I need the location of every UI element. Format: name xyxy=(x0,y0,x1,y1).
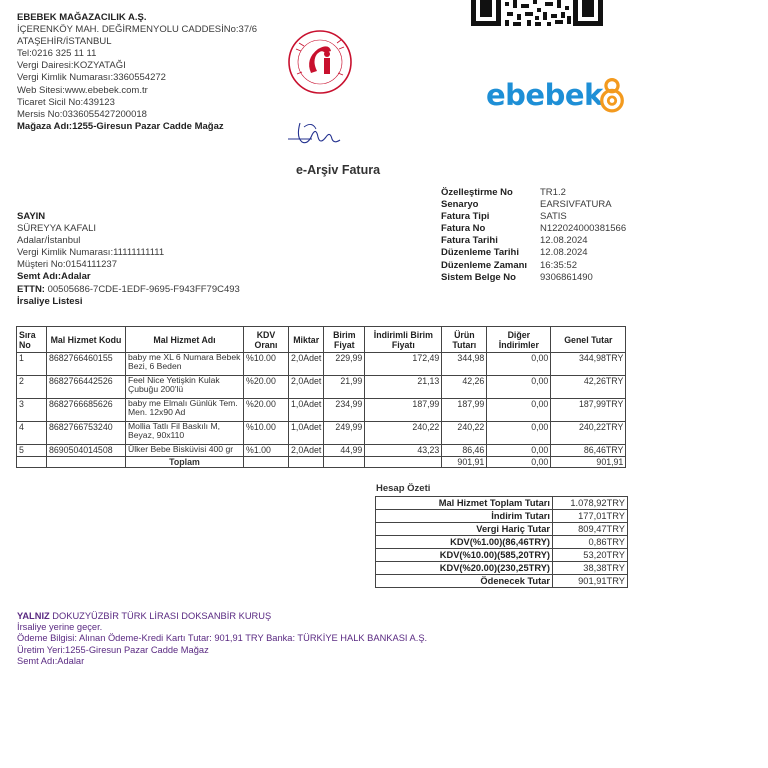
gib-seal-logo xyxy=(287,29,353,95)
meta-row xyxy=(441,235,626,247)
summary-label: KDV(%20.00)(230,25TRY) xyxy=(376,562,553,575)
meta-key: Fatura Tarihi xyxy=(441,235,498,247)
meta-row xyxy=(441,199,626,211)
cell-code: 8682766442526 xyxy=(47,376,126,399)
cell-code: 8690504014508 xyxy=(47,445,126,457)
cell-name: baby me XL 6 Numara Bebek Bezi, 6 Beden xyxy=(126,353,244,376)
column-header: Sıra No xyxy=(17,327,47,353)
column-header: Ürün Tutarı xyxy=(442,327,487,353)
summary-label: Ödenecek Tutar xyxy=(376,575,553,588)
cell-total: 344,98TRY xyxy=(551,353,626,376)
cell-discounted-unit: 240,22 xyxy=(365,422,442,445)
cell-no: 3 xyxy=(17,399,47,422)
cell-unit-price: 249,99 xyxy=(324,422,365,445)
meta-row xyxy=(441,187,626,199)
cell-discounted-unit: 172,49 xyxy=(365,353,442,376)
seller-mersis: Mersis No:0336055427200018 xyxy=(17,108,147,120)
cell-empty xyxy=(289,456,324,468)
column-header: Birim Fiyat xyxy=(324,327,365,353)
cell-total: 240,22TRY xyxy=(551,422,626,445)
seller-tax-number: Vergi Kimlik Numarası:3360554272 xyxy=(17,72,166,84)
cell-unit-price: 44,99 xyxy=(324,445,365,457)
meta-row xyxy=(441,260,626,272)
cell-amount: 86,46 xyxy=(442,445,487,457)
table-row xyxy=(17,376,626,399)
table-total-row xyxy=(17,456,626,468)
meta-value: EARSIVFATURA xyxy=(540,199,612,211)
waybill-list-label: İrsaliye Listesi xyxy=(17,295,83,307)
seller-info xyxy=(17,12,257,133)
cell-unit-price: 234,99 xyxy=(324,399,365,422)
footer-notes xyxy=(17,611,427,667)
meta-key: Sistem Belge No xyxy=(441,271,516,283)
buyer-customer-number: Müşteri No:0154111237 xyxy=(17,259,117,271)
column-header: KDV Oranı xyxy=(244,327,289,353)
seller-address-line1: İÇERENKÖY MAH. DEĞİRMENYOLU CADDESİNo:37/6 xyxy=(17,24,258,36)
seller-tax-office: Vergi Dairesi:KOZYATAĞI xyxy=(17,60,126,72)
column-header: İndirimli Birim Fiyatı xyxy=(365,327,442,353)
meta-value: 12.08.2024 xyxy=(540,235,588,247)
summary-row xyxy=(376,562,628,575)
amount-in-words xyxy=(17,611,427,622)
buyer-heading: SAYIN xyxy=(17,211,46,222)
cell-qty: 1,0Adet xyxy=(289,399,324,422)
summary-row xyxy=(376,575,628,588)
summary-value: 901,91TRY xyxy=(553,575,628,588)
column-header: Miktar xyxy=(289,327,324,353)
cell-code: 8682766685626 xyxy=(47,399,126,422)
brand-wordmark: ebebek xyxy=(486,78,603,112)
cell-discounted-unit: 187,99 xyxy=(365,399,442,422)
summary-value: 53,20TRY xyxy=(553,549,628,562)
buyer-name: SÜREYYA KAFALI xyxy=(17,223,97,235)
column-header: Genel Tutar xyxy=(551,327,626,353)
table-row xyxy=(17,445,626,457)
seller-address-line2: ATAŞEHİR/İSTANBUL xyxy=(17,36,112,48)
cell-qty: 1,0Adet xyxy=(289,422,324,445)
items-table xyxy=(16,326,626,468)
yalniz-label: YALNIZ xyxy=(17,611,50,621)
cell-empty xyxy=(365,456,442,468)
cell-amount: 344,98 xyxy=(442,353,487,376)
summary-row xyxy=(376,549,628,562)
cell-other-discount: 0,00 xyxy=(487,376,551,399)
summary-row xyxy=(376,523,628,536)
cell-qty: 2,0Adet xyxy=(289,376,324,399)
cell-empty xyxy=(324,456,365,468)
seller-trade-registry: Ticaret Sicil No:439123 xyxy=(17,96,115,108)
summary-label: KDV(%10.00)(585,20TRY) xyxy=(376,549,553,562)
cell-name: Mollia Tatlı Fil Baskılı M, Beyaz, 90x110 xyxy=(126,422,244,445)
summary-row xyxy=(376,497,628,510)
cell-other-discount: 0,00 xyxy=(487,445,551,457)
pacifier-icon xyxy=(598,76,626,114)
summary-value: 0,86TRY xyxy=(553,536,628,549)
summary-value: 177,01TRY xyxy=(553,510,628,523)
meta-value: N122024000381566 xyxy=(540,223,627,235)
summary-label: KDV(%1.00)(86,46TRY) xyxy=(376,536,553,549)
table-row xyxy=(17,422,626,445)
cell-kdv: %10.00 xyxy=(244,422,289,445)
invoice-meta xyxy=(441,187,626,284)
seller-store-name: Mağaza Adı:1255-Giresun Pazar Cadde Mağaz xyxy=(17,120,224,132)
table-header-row xyxy=(17,327,626,353)
meta-value: SATIS xyxy=(540,211,567,223)
signature xyxy=(282,117,344,151)
summary-label: İndirim Tutarı xyxy=(376,510,553,523)
meta-value: 9306861490 xyxy=(540,271,593,283)
summary-value: 38,38TRY xyxy=(553,562,628,575)
cell-total: 42,26TRY xyxy=(551,376,626,399)
table-row xyxy=(17,353,626,376)
summary-heading: Hesap Özeti xyxy=(376,483,431,494)
cell-empty xyxy=(17,456,47,468)
cell-qty: 2,0Adet xyxy=(289,353,324,376)
cell-no: 2 xyxy=(17,376,47,399)
buyer-tax-number: Vergi Kimlik Numarası:11111111111 xyxy=(17,247,165,259)
cell-no: 5 xyxy=(17,445,47,457)
cell-name: baby me Elmalı Günlük Tem. Men. 12x90 Ad xyxy=(126,399,244,422)
cell-other-discount: 0,00 xyxy=(487,353,551,376)
total-general: 901,91 xyxy=(551,456,626,468)
cell-amount: 240,22 xyxy=(442,422,487,445)
qr-code xyxy=(471,0,603,28)
ettn-label: ETTN: xyxy=(17,283,45,295)
summary-table xyxy=(375,496,628,588)
ettn-value: 00505686-7CDE-1EDF-9695-F943FF79C493 xyxy=(44,283,240,295)
cell-unit-price: 21,99 xyxy=(324,376,365,399)
cell-name: Feel Nice Yetişkin Kulak Çubuğu 200'lü xyxy=(126,376,244,399)
production-place: Üretim Yeri:1255-Giresun Pazar Cadde Mağaz xyxy=(17,644,209,655)
meta-key: Senaryo xyxy=(441,199,479,211)
seller-website: Web Sitesi:www.ebebek.com.tr xyxy=(17,84,148,96)
cell-amount: 42,26 xyxy=(442,376,487,399)
footer-district: Semt Adı:Adalar xyxy=(17,655,85,666)
meta-row xyxy=(441,272,626,284)
column-header: Diğer İndirimler xyxy=(487,327,551,353)
summary-label: Mal Hizmet Toplam Tutarı xyxy=(376,497,553,510)
cell-total: 187,99TRY xyxy=(551,399,626,422)
total-label: Toplam xyxy=(126,456,244,468)
waybill-note: İrsaliye yerine geçer. xyxy=(17,622,103,633)
cell-code: 8682766460155 xyxy=(47,353,126,376)
buyer-info xyxy=(17,211,240,308)
cell-kdv: %20.00 xyxy=(244,399,289,422)
cell-empty xyxy=(47,456,126,468)
cell-kdv: %1.00 xyxy=(244,445,289,457)
column-header: Mal Hizmet Adı xyxy=(126,327,244,353)
seller-phone: Tel:0216 325 11 11 xyxy=(17,48,97,60)
buyer-city: Adalar/İstanbul xyxy=(17,235,81,247)
meta-value: TR1.2 xyxy=(540,187,566,198)
meta-value: 12.08.2024 xyxy=(540,247,588,259)
meta-row xyxy=(441,223,626,235)
cell-empty xyxy=(244,456,289,468)
cell-name: Ülker Bebe Bisküvisi 400 gr xyxy=(126,445,244,457)
cell-no: 1 xyxy=(17,353,47,376)
payment-info: Ödeme Bilgisi: Alınan Ödeme-Kredi Kartı Tutar: 901,91 TRY Banka: TÜRKİYE HALK BANKASI A.Ş. xyxy=(17,633,428,644)
meta-key: Fatura Tipi xyxy=(441,211,490,223)
cell-code: 8682766753240 xyxy=(47,422,126,445)
ettn-line xyxy=(17,284,240,296)
cell-other-discount: 0,00 xyxy=(487,422,551,445)
meta-value: 16:35:52 xyxy=(540,259,577,271)
cell-amount: 187,99 xyxy=(442,399,487,422)
cell-total: 86,46TRY xyxy=(551,445,626,457)
cell-other-discount: 0,00 xyxy=(487,399,551,422)
seller-name: EBEBEK MAĞAZACILIK A.Ş. xyxy=(17,12,147,23)
summary-value: 809,47TRY xyxy=(553,523,628,536)
meta-row xyxy=(441,211,626,223)
summary-row xyxy=(376,510,628,523)
summary-row xyxy=(376,536,628,549)
column-header: Mal Hizmet Kodu xyxy=(47,327,126,353)
total-amount: 901,91 xyxy=(442,456,487,468)
meta-key: Özelleştirme No xyxy=(441,187,513,198)
buyer-district: Semt Adı:Adalar xyxy=(17,271,91,283)
cell-discounted-unit: 43,23 xyxy=(365,445,442,457)
cell-unit-price: 229,99 xyxy=(324,353,365,376)
meta-key: Düzenleme Zamanı xyxy=(441,259,528,271)
summary-value: 1.078,92TRY xyxy=(553,497,628,510)
yalniz-text: DOKUZYÜZBİR TÜRK LİRASI DOKSANBİR KURUŞ xyxy=(49,611,272,621)
cell-qty: 2,0Adet xyxy=(289,445,324,457)
cell-discounted-unit: 21,13 xyxy=(365,376,442,399)
document-title: e-Arşiv Fatura xyxy=(295,163,381,177)
cell-kdv: %10.00 xyxy=(244,353,289,376)
total-other-discount: 0,00 xyxy=(487,456,551,468)
table-row xyxy=(17,399,626,422)
cell-no: 4 xyxy=(17,422,47,445)
meta-key: Düzenleme Tarihi xyxy=(441,247,519,259)
meta-key: Fatura No xyxy=(441,223,486,235)
meta-row xyxy=(441,247,626,259)
cell-kdv: %20.00 xyxy=(244,376,289,399)
summary-label: Vergi Hariç Tutar xyxy=(376,523,553,536)
ebebek-logo xyxy=(486,76,631,118)
